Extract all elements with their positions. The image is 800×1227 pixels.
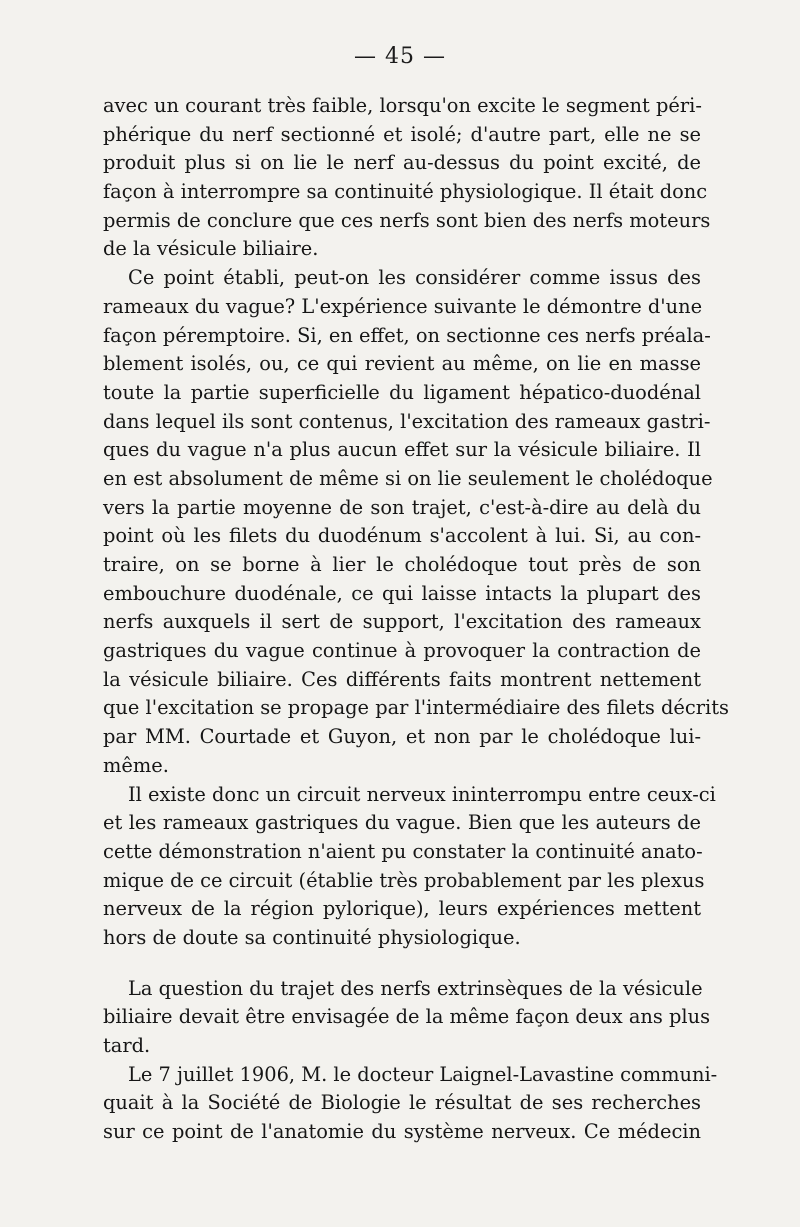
text-line: phérique du nerf sectionné et isolé; d'autre part, elle ne se (103, 122, 701, 146)
text-line: mique de ce circuit (établie très probablement par les plexus (103, 868, 705, 892)
text-line: par MM. Courtade et Guyon, et non par le cholédoque lui- (103, 725, 701, 749)
text-line: toute la partie superficielle du ligament hépatico-duodénal (103, 380, 701, 404)
text-line: nerveux de la région pylorique), leurs expériences mettent (103, 897, 701, 921)
text-line: gastriques du vague continue à provoquer la contraction de (103, 639, 701, 663)
text-line: produit plus si on lie le nerf au-dessus du point excité, de (103, 151, 701, 175)
text-line: Ce point établi, peut-on les considérer comme issus des (128, 266, 701, 290)
text-line: ques du vague n'a plus aucun effet sur la vésicule biliaire. Il (103, 438, 701, 462)
text-line: blement isolés, ou, ce qui revient au même, on lie en masse (103, 352, 701, 376)
text-line: point où les filets du duodénum s'accolent à lui. Si, au con- (103, 524, 701, 548)
text-line: biliaire devait être envisagée de la même façon deux ans plus (103, 1005, 711, 1029)
text-line: Il existe donc un circuit nerveux ininterrompu entre ceux-ci (128, 782, 716, 806)
text-line: tard. (103, 1034, 151, 1057)
text-line: même. (103, 753, 169, 777)
text-line: que l'excitation se propage par l'intermédiaire des filets décrits (103, 696, 729, 720)
text-line: traire, on se borne à lier le cholédoque tout près de son (103, 553, 701, 576)
text-line: de la vésicule biliaire. (103, 237, 319, 261)
text-line: cette démonstration n'aient pu constater la continuité anato- (103, 839, 703, 863)
text-line: quait à la Société de Biologie le résultat de ses recherches (103, 1091, 701, 1115)
text-line: avec un courant très faible, lorsqu'on excite le segment péri- (103, 94, 702, 117)
text-line: sur ce point de l'anatomie du système nerveux. Ce médecin (103, 1120, 701, 1144)
text-line: façon à interrompre sa continuité physiologique. Il était donc (103, 180, 708, 204)
text-line: La question du trajet des nerfs extrinsèques de la vésicule (128, 976, 703, 1000)
page-number: — 45 — (354, 44, 446, 69)
text-line: Le 7 juillet 1906, M. le docteur Laignel-Lavastine communi- (128, 1062, 718, 1086)
text-line: hors de doute sa continuité physiologique. (103, 925, 521, 949)
text-line: vers la partie moyenne de son trajet, c'est-à-dire au delà du (103, 495, 701, 519)
text-line: dans lequel ils sont contenus, l'excitation des rameaux gastri- (103, 409, 711, 433)
text-line: permis de conclure que ces nerfs sont bien des nerfs moteurs (103, 208, 711, 232)
text-line: rameaux du vague? L'expérience suivante le démontre d'une (103, 294, 703, 318)
text-line: la vésicule biliaire. Ces différents faits montrent nettement (103, 667, 701, 691)
text-line: embouchure duodénale, ce qui laisse intacts la plupart des (103, 581, 701, 605)
body-text (103, 92, 729, 1147)
text-line: façon péremptoire. Si, en effet, on sectionne ces nerfs préala- (103, 323, 711, 347)
paragraph-gap (103, 953, 701, 975)
text-line: nerfs auxquels il sert de support, l'excitation des rameaux (103, 610, 701, 634)
text-line: en est absolument de même si on lie seulement le cholédoque (103, 466, 713, 490)
text-line: et les rameaux gastriques du vague. Bien que les auteurs de (103, 811, 701, 835)
